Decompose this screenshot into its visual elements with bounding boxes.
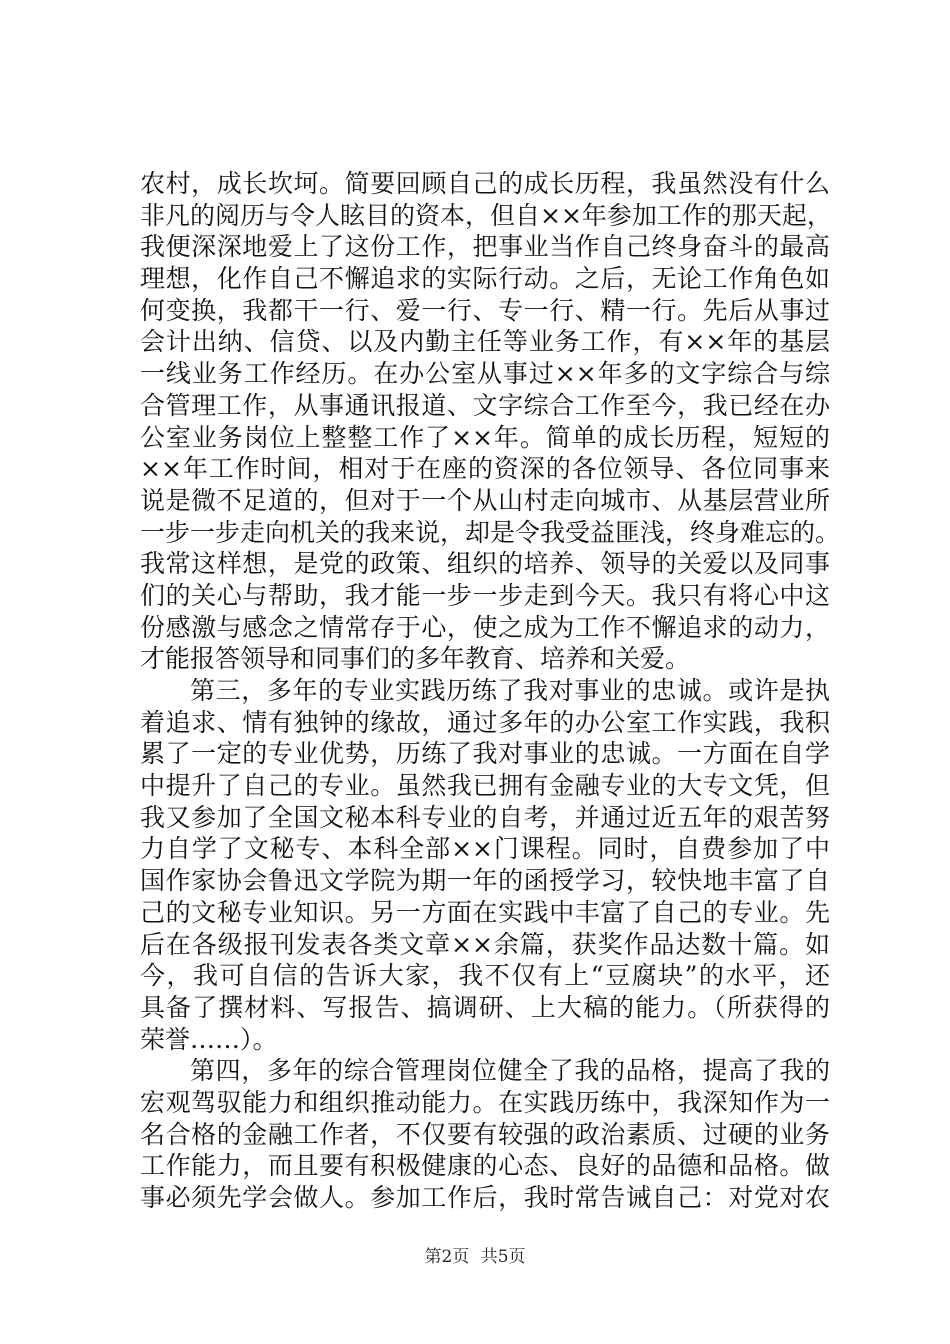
text-line: 一线业务工作经历。在办公室从事过××年多的文字综合与综 <box>140 359 830 389</box>
page-total: 共5页 <box>480 1247 526 1267</box>
text-line: 份感激与感念之情常存于心，使之成为工作不懈追求的动力， <box>140 612 830 642</box>
text-line: 国作家协会鲁迅文学院为期一年的函授学习，较快地丰富了自 <box>140 866 830 896</box>
text-line: 我又参加了全国文秘本科专业的自考，并通过近五年的艰苦努 <box>140 802 830 832</box>
text-line: 累了一定的专业优势，历练了我对事业的忠诚。一方面在自学 <box>140 739 830 769</box>
text-line: 公室业务岗位上整整工作了××年。简单的成长历程，短短的 <box>140 422 830 452</box>
text-line: 己的文秘专业知识。另一方面在实践中丰富了自己的专业。先 <box>140 897 830 927</box>
text-line: 荣誉……）。 <box>140 1024 278 1054</box>
page-footer <box>0 1246 950 1268</box>
text-line: 非凡的阅历与令人眩目的资本，但自××年参加工作的那天起， <box>140 200 832 230</box>
text-line: 今，我可自信的告诉大家，我不仅有上“豆腐块”的水平，还 <box>140 961 830 991</box>
text-line: 农村，成长坎坷。简要回顾自己的成长历程，我虽然没有什么 <box>140 169 830 198</box>
text-line: 何变换，我都干一行、爱一行、专一行、精一行。先后从事过 <box>140 295 830 325</box>
text-line: 理想，化作自己不懈追求的实际行动。之后，无论工作角色如 <box>140 264 830 294</box>
text-line: 名合格的金融工作者，不仅要有较强的政治素质、过硬的业务 <box>140 1119 830 1149</box>
text-line: 宏观驾驭能力和组织推动能力。在实践历练中，我深知作为一 <box>140 1087 830 1117</box>
text-line: 们的关心与帮助，我才能一步一步走到今天。我只有将心中这 <box>140 580 830 610</box>
text-line: 后在各级报刊发表各类文章××余篇，获奖作品达数十篇。如 <box>140 929 830 959</box>
text-line: 第四，多年的综合管理岗位健全了我的品格，提高了我的 <box>190 1056 830 1086</box>
text-line: 事必须先学会做人。参加工作后，我时常告诫自己：对党对农 <box>140 1183 830 1212</box>
text-line: 具备了撰材料、写报告、搞调研、上大稿的能力。（所获得的 <box>140 992 830 1022</box>
text-line: 我便深深地爱上了这份工作，把事业当作自己终身奋斗的最高 <box>140 232 830 262</box>
text-line: 我常这样想，是党的政策、组织的培养、领导的关爱以及同事 <box>140 549 830 579</box>
page-number: 第2页 <box>424 1247 470 1267</box>
text-line: 说是微不足道的，但对于一个从山村走向城市、从基层营业所 <box>140 485 830 515</box>
text-line: 第三，多年的专业实践历练了我对事业的忠诚。或许是执 <box>190 676 830 705</box>
text-line: ××年工作时间，相对于在座的资深的各位领导、各位同事来 <box>140 454 830 484</box>
text-line: 合管理工作，从事通讯报道、文字综合工作至今，我已经在办 <box>140 390 830 420</box>
text-line: 工作能力，而且要有积极健康的心态、良好的品德和品格。做 <box>140 1151 830 1181</box>
text-line: 一步一步走向机关的我来说，却是令我受益匪浅，终身难忘的。 <box>140 517 841 547</box>
text-line: 中提升了自己的专业。虽然我已拥有金融专业的大专文凭，但 <box>140 771 830 801</box>
text-line: 会计出纳、信贷、以及内勤主任等业务工作，有××年的基层 <box>140 327 830 357</box>
document-body <box>140 168 841 1214</box>
text-line: 力自学了文秘专、本科全部××门课程。同时，自费参加了中 <box>140 834 830 864</box>
text-line: 才能报答领导和同事们的多年教育、培养和关爱。 <box>140 644 691 674</box>
text-line: 着追求、情有独钟的缘故，通过多年的办公室工作实践，我积 <box>140 707 830 737</box>
